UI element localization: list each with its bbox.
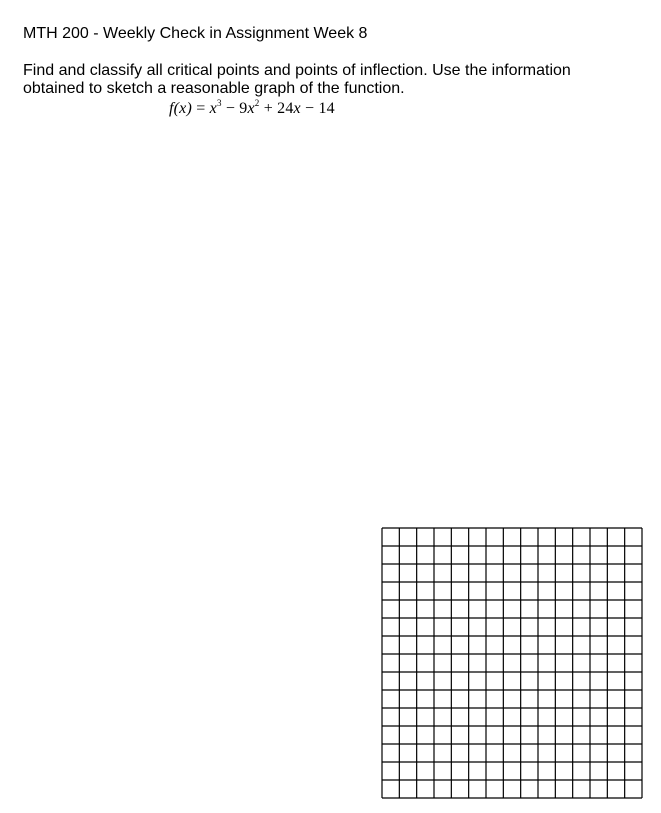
formula-lhs: f(x) (169, 100, 193, 117)
graph-paper-grid[interactable] (381, 527, 643, 799)
formula-x-linear: x (293, 100, 301, 117)
formula-x-cubed-base: x (209, 100, 217, 117)
formula-x-squared-exponent: 2 (254, 98, 260, 108)
graph-paper-svg[interactable] (381, 527, 643, 799)
formula-equals: = (192, 100, 210, 117)
function-formula (169, 99, 335, 119)
instructions-line-2: obtained to sketch a reasonable graph of the function. (23, 80, 405, 97)
formula-x-squared-base: x (247, 100, 255, 117)
formula-plus-24: + 24 (259, 100, 294, 117)
instructions-text (23, 62, 623, 98)
formula-minus-9: − 9 (221, 100, 248, 117)
instructions-line-1: Find and classify all critical points and points of inflection. Use the information (23, 62, 571, 79)
assignment-title: MTH 200 - Weekly Check in Assignment Week 8 (23, 25, 368, 42)
formula-x-cubed-exponent: 3 (216, 98, 222, 108)
formula-minus-14: − 14 (300, 100, 335, 117)
